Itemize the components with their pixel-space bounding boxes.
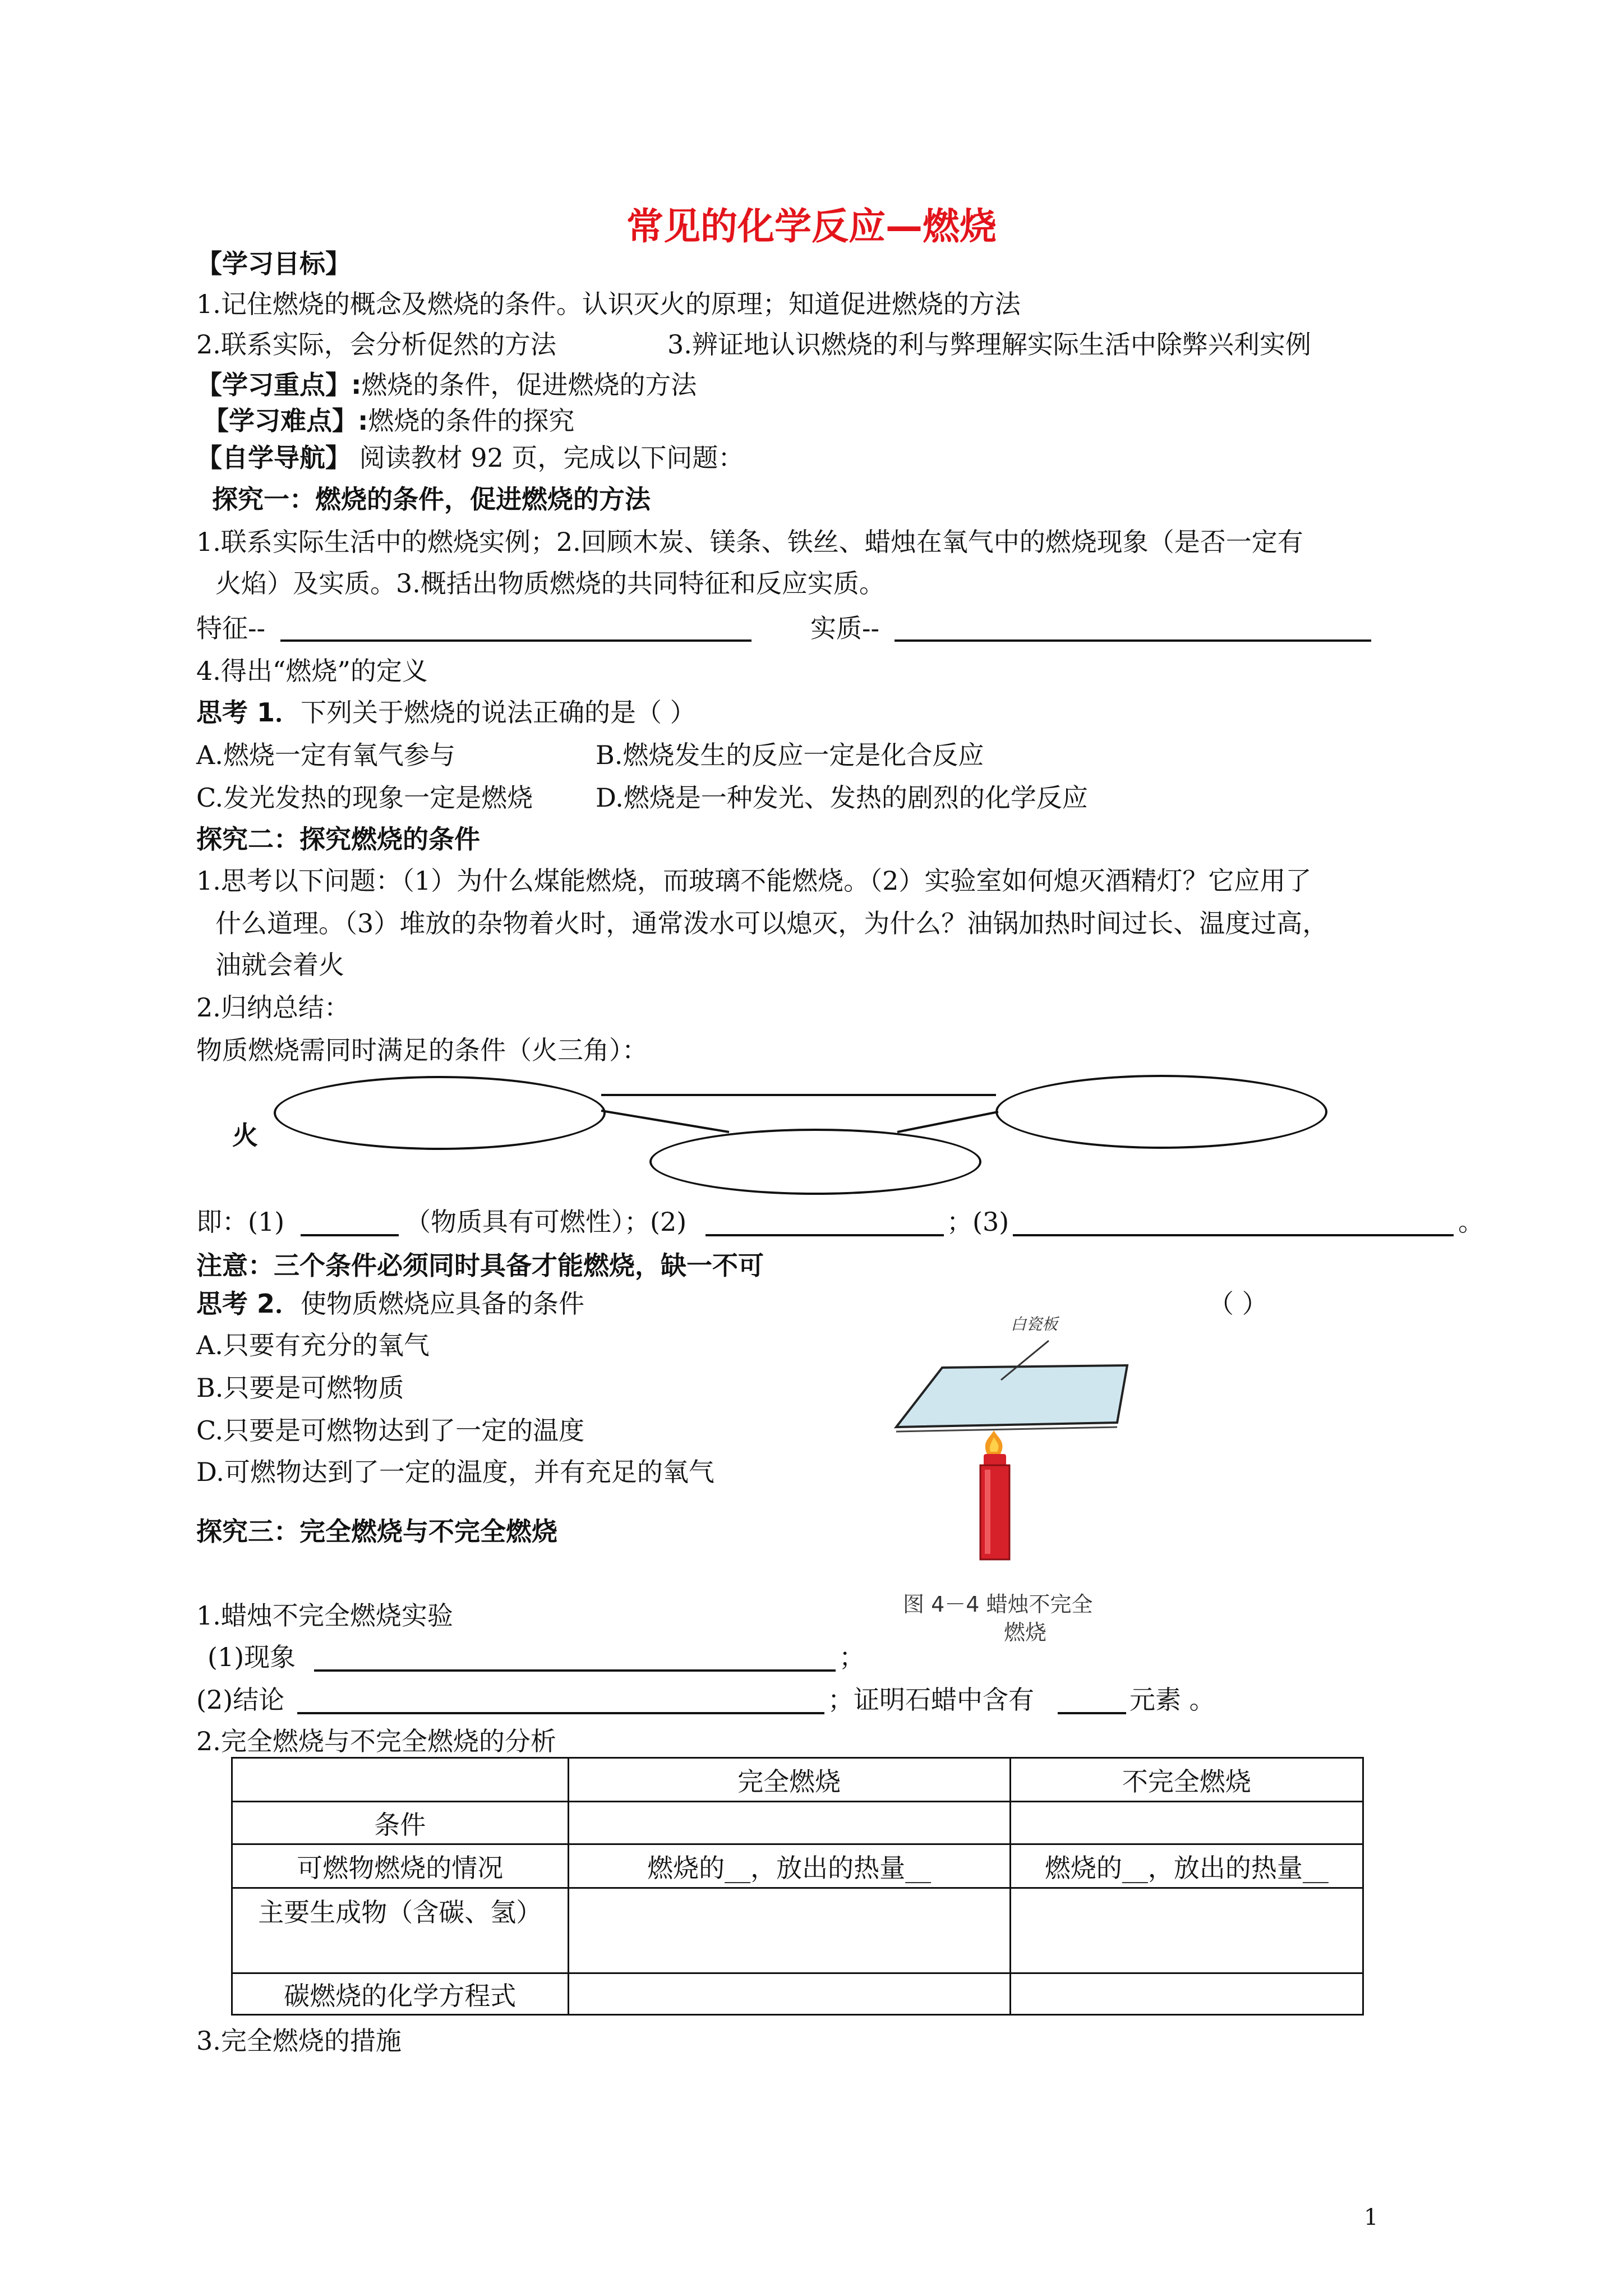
plate-label: 白瓷板 — [1011, 1315, 1058, 1333]
inquiry3-item1: 1.蜡烛不完全燃烧实验 — [196, 1600, 453, 1631]
fire-triangle-intro: 物质燃烧需同时满足的条件（火三角）： — [196, 1035, 648, 1065]
think1-option-d: D.燃烧是一种发光、发热的剧烈的化学反应 — [596, 783, 1088, 813]
table-cell — [1010, 1888, 1363, 1973]
think2-option-a: A.只要有充分的氧气 — [196, 1330, 430, 1360]
table-cell — [1010, 1802, 1363, 1844]
goal-item-3: 3.辨证地认识燃烧的利与弊理解实际生活中除弊兴利实例 — [667, 329, 1311, 360]
table-cell: 可燃物燃烧的情况 — [232, 1844, 569, 1888]
feature-label: 特征-- — [196, 613, 266, 643]
table-cell — [568, 1888, 1010, 1973]
think1-option-c: C.发光发热的现象一定是燃烧 — [196, 783, 533, 813]
conclusion-label: (2)结论 — [196, 1685, 285, 1715]
condition-blank-1 — [301, 1234, 399, 1236]
element-blank — [1058, 1712, 1126, 1714]
condition-p2: （物质具有可燃性）；(2) — [405, 1207, 687, 1237]
table-header: 不完全燃烧 — [1010, 1758, 1363, 1802]
table-cell: 碳燃烧的化学方程式 — [232, 1973, 569, 2015]
condition-p1: 即：(1) — [196, 1207, 285, 1237]
table-row — [232, 1888, 1363, 1973]
inquiry1-heading: 探究一：燃烧的条件，促进燃烧的方法 — [212, 484, 651, 514]
table-row — [232, 1973, 1363, 2015]
inquiry2-summary: 2.归纳总结： — [196, 992, 350, 1023]
think1-question: 下列关于燃烧的说法正确的是（ ） — [301, 697, 696, 728]
self-study-label: 【自学导航】 — [196, 443, 351, 473]
combustion-comparison-table — [231, 1757, 1364, 2016]
inquiry1-item4: 4.得出“燃烧”的定义 — [196, 656, 428, 686]
think2-option-b: B.只要是可燃物质 — [196, 1373, 404, 1403]
note: 注意：三个条件必须同时具备才能燃烧，缺一不可 — [196, 1250, 764, 1281]
inquiry1-line2: 火焰）及实质。3.概括出物质燃烧的共同特征和反应实质。 — [215, 568, 885, 599]
figure-caption-1: 图 4－4 蜡烛不完全 — [903, 1592, 1093, 1617]
proves-text: ；证明石蜡中含有 — [828, 1685, 1034, 1715]
key-point-label: 【学习重点】: — [196, 370, 362, 400]
think2-bracket: （ ） — [1208, 1289, 1268, 1319]
table-row — [232, 1802, 1363, 1844]
condition-p3: ；(3) — [947, 1207, 1009, 1237]
think2-label: 思考 2． — [196, 1289, 301, 1319]
table-header-row — [232, 1758, 1363, 1802]
essence-label: 实质-- — [810, 613, 880, 643]
white-porcelain-plate — [896, 1365, 1127, 1427]
inquiry1-line1: 1.联系实际生活中的燃烧实例；2.回顾木炭、镁条、铁丝、蜡烛在氧气中的燃烧现象（是否一定有 — [196, 527, 1303, 557]
phenomenon-semicolon: ； — [839, 1642, 865, 1672]
inquiry2-line3: 油就会着火 — [215, 950, 344, 980]
goal-item-1: 1.记住燃烧的概念及燃烧的条件。认识灭火的原理；知道促进燃烧的方法 — [196, 289, 1021, 319]
figure-caption-2: 燃烧 — [1004, 1620, 1047, 1645]
table-cell: 燃烧的__，放出的热量__ — [1010, 1844, 1363, 1888]
condition-blank-3 — [1013, 1234, 1454, 1236]
key-point-text: 燃烧的条件，促进燃烧的方法 — [361, 370, 697, 400]
inquiry2-line2: 什么道理。（3）堆放的杂物着火时，通常泼水可以熄灭，为什么？油锅加热时间过长、温度过高， — [215, 908, 1329, 938]
goals-heading: 【学习目标】 — [196, 249, 351, 279]
page-title: 常见的化学反应—燃烧 — [626, 205, 997, 248]
table-row — [232, 1844, 1363, 1888]
goal-item-2: 2.联系实际，会分析促然的方法 — [196, 329, 556, 360]
inquiry2-heading: 探究二：探究燃烧的条件 — [196, 824, 480, 854]
condition-end: 。 — [1458, 1207, 1484, 1237]
table-header: 完全燃烧 — [568, 1758, 1010, 1802]
conclusion-blank — [297, 1712, 824, 1714]
self-study-text: 阅读教材 92 页，完成以下问题： — [359, 443, 744, 473]
table-cell: 燃烧的__，放出的热量__ — [568, 1844, 1010, 1888]
table-cell — [568, 1973, 1010, 2015]
think2-question: 使物质燃烧应具备的条件 — [301, 1289, 585, 1319]
think1-option-a: A.燃烧一定有氧气参与 — [196, 740, 455, 770]
table-cell: 条件 — [232, 1802, 569, 1844]
think2-line — [196, 1287, 584, 1320]
inquiry3-heading: 探究三：完全燃烧与不完全燃烧 — [196, 1516, 557, 1547]
candle-figure — [886, 1307, 1178, 1565]
inquiry2-line1: 1.思考以下问题：（1）为什么煤能燃烧，而玻璃不能燃烧。（2）实验室如何熄灭酒精灯？它应用了 — [196, 866, 1312, 896]
table-cell — [568, 1802, 1010, 1844]
page-number: 1 — [1364, 2205, 1378, 2230]
think1-label: 思考 1． — [196, 697, 301, 728]
think1-option-b: B.燃烧发生的反应一定是化合反应 — [596, 740, 984, 770]
think2-option-d: D.可燃物达到了一定的温度，并有充足的氧气 — [196, 1457, 714, 1487]
table-cell: 主要生成物（含碳、氢） — [232, 1888, 569, 1973]
think2-option-c: C.只要是可燃物达到了一定的温度 — [196, 1415, 585, 1446]
table-header — [232, 1758, 569, 1802]
condition-blank-2 — [706, 1234, 944, 1236]
difficult-point-label: 【学习难点】: — [203, 406, 368, 436]
phenomenon-label: (1)现象 — [208, 1642, 296, 1672]
fire-label: 火 — [232, 1120, 258, 1151]
phenomenon-blank — [314, 1669, 836, 1672]
candle — [980, 1465, 1009, 1559]
difficult-point-text: 燃烧的条件的探究 — [368, 406, 575, 436]
inquiry3-item3: 3.完全燃烧的措施 — [196, 2026, 402, 2056]
table-cell — [1010, 1973, 1363, 2015]
inquiry3-item2: 2.完全燃烧与不完全燃烧的分析 — [196, 1726, 556, 1756]
element-text: 元素 。 — [1129, 1685, 1215, 1715]
